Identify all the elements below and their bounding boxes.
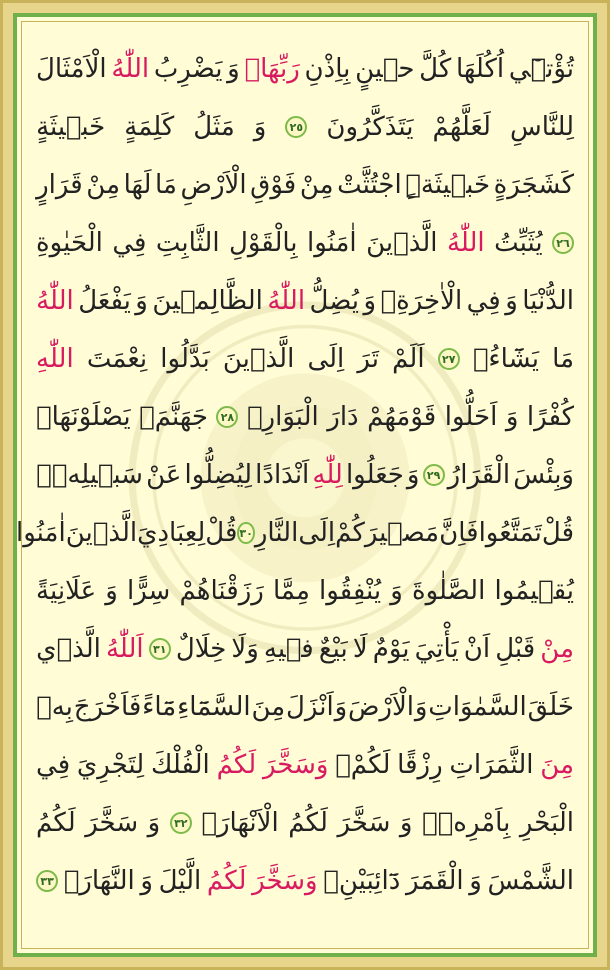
word: كَشَجَرَةٍ: [493, 170, 574, 200]
word: تُؤْتٖٓي: [508, 54, 574, 84]
word: فَاِنَّ: [439, 518, 479, 548]
word: بِاَمْرِهٖۚ: [422, 808, 511, 838]
word: لَا: [352, 634, 368, 664]
word: لَكُمْۚ: [335, 750, 391, 780]
word: فِي: [36, 750, 71, 780]
word: وَ: [406, 460, 420, 490]
word: الْبَحْرِ: [519, 808, 574, 838]
word: قُلْ: [205, 518, 238, 548]
divine-name-word: اللّٰهِ: [36, 344, 74, 374]
word: الْاَرْضِ: [180, 170, 247, 200]
word: مِنْ: [86, 170, 120, 200]
text-line: [36, 98, 574, 156]
text-line: [36, 330, 574, 388]
text-line: [36, 446, 574, 504]
word: خَبٖيثَةٍ: [36, 112, 106, 142]
word: الصَّلٰوةَ: [411, 576, 486, 606]
word: اَنْدَادًا: [255, 460, 310, 490]
text-line: [36, 736, 574, 794]
word: سَخَّرَ: [85, 808, 139, 838]
word: يَوْمٌ: [372, 634, 410, 664]
word: لَكُمُ: [216, 750, 257, 780]
word: الْاَرْضَ: [347, 692, 415, 722]
word: خَبٖيثَةٍۨ: [405, 170, 491, 200]
word: وَ: [253, 112, 267, 142]
word: لَكُمُ: [36, 808, 76, 838]
text-line: [36, 852, 574, 910]
word: قَبْلِ: [495, 634, 536, 664]
word: وَبِئْسَ: [513, 460, 574, 490]
word: وَ: [390, 576, 403, 606]
word: وَ: [105, 576, 118, 606]
word: اَنْ: [463, 634, 491, 664]
word: الدُّنْيَا: [522, 286, 574, 316]
word: فَاَخْرَجَ: [73, 692, 142, 722]
word: وَ: [399, 808, 413, 838]
word: لِعِبَادِيَ: [137, 518, 206, 548]
word: يُقٖيمُوا: [494, 576, 574, 606]
word: سِرًّا: [126, 576, 171, 606]
text-line: [36, 272, 574, 330]
word: السَّمٰوَاتِ: [428, 692, 527, 722]
word: وَ: [147, 808, 161, 838]
word: الْاَنْهَارَۚ: [201, 808, 279, 838]
text-line: [36, 40, 574, 98]
word: مِمَّا: [272, 576, 310, 606]
text-line: [36, 678, 574, 736]
text-line: [16, 504, 574, 562]
word: مِنَ: [251, 692, 286, 722]
word: اَنْزَلَ: [286, 692, 334, 722]
word: اٰمَنُوا: [16, 518, 66, 548]
divine-name-word: اللّٰهُ: [267, 286, 306, 316]
ayah-number-marker: ٢٨: [216, 406, 238, 428]
word: لِلنَّاسِ: [509, 112, 574, 142]
word: الَّذٖينَ: [222, 344, 295, 374]
word: مَثَلُ: [193, 112, 235, 142]
word: رِزْقًا: [397, 750, 443, 780]
word: يُضِلُّ: [309, 286, 359, 316]
word: وَ: [135, 286, 148, 316]
word: وَ: [334, 692, 348, 722]
word: الشَّمْسَ: [487, 866, 574, 896]
word: عَنْ: [146, 460, 182, 490]
word: كُفْرًا: [526, 402, 574, 432]
word: قَرَارٍ: [36, 170, 83, 200]
word: وَ: [414, 692, 428, 722]
word: الْحَيٰوةِ: [36, 228, 103, 258]
ayah-number-marker: ٢٧: [438, 348, 460, 370]
word: اِلَى: [307, 344, 345, 374]
quran-text: [16, 40, 574, 936]
word: فٖيهِ: [263, 634, 314, 664]
word: قُلْ: [541, 518, 574, 548]
divine-name-word: لِلّٰهِ: [312, 460, 343, 490]
word: يُنْفِقُوا: [319, 576, 382, 606]
word: الْاٰخِرَةِۚ: [380, 286, 463, 316]
word: مِنَ: [540, 750, 574, 780]
word: سَخَّرَ: [337, 808, 391, 838]
word: الْقَمَرَ: [405, 866, 464, 896]
word: اِلَى: [298, 518, 336, 548]
word: الَّيْلَ: [158, 866, 202, 896]
word: وَسَخَّرَ: [252, 866, 318, 896]
word: اُكُلَهَا: [455, 54, 505, 84]
ayah-number-marker: ٣١: [149, 638, 171, 660]
divine-name-word: اللّٰهُ: [446, 228, 485, 258]
word: لَكُمُ: [288, 808, 328, 838]
word: بِاِذْنِ: [304, 54, 351, 84]
word: عَلَانِيَةً: [36, 576, 97, 606]
word: الظَّالِمٖينَ: [152, 286, 263, 316]
word: الَّذٖينَ: [366, 228, 438, 258]
word: اجْتُثَّتْ: [337, 170, 402, 200]
word: يَشَٓاءُ۟: [472, 344, 540, 374]
word: الَّذٖينَ: [65, 518, 138, 548]
word: مِنْ: [540, 634, 574, 664]
ayah-number-marker: ٣٣: [36, 870, 58, 892]
word: السَّمَٓاءِ: [177, 692, 251, 722]
word: بِالْقَوْلِ: [228, 228, 298, 258]
word: نِعْمَتَ: [86, 344, 148, 374]
word: النَّهَارَۚ: [63, 866, 135, 896]
ayah-number-marker: ٢٥: [285, 116, 307, 138]
text-line: [36, 794, 574, 852]
word: وَلَا: [231, 634, 259, 664]
word: الَّذٖي: [36, 634, 101, 664]
word: وَ: [505, 286, 518, 316]
word: لَهَا: [123, 170, 152, 200]
word: النَّارِ: [254, 518, 299, 548]
ayah-number-marker: ٢٦: [552, 232, 574, 254]
word: وَ: [140, 866, 153, 896]
page-body: [16, 21, 589, 949]
text-line: [36, 156, 574, 214]
word: لِيُضِلُّوا: [184, 460, 253, 490]
word: يَصْلَوْنَهَاۜ: [36, 402, 131, 432]
word: فَوْقِ: [250, 170, 297, 200]
word: مِنْ: [299, 170, 334, 200]
word: تَمَتَّعُوا: [478, 518, 542, 548]
word: اٰمَنُوا: [306, 228, 357, 258]
word: مَا: [155, 170, 177, 200]
ayah-number-marker: ٢٩: [423, 464, 445, 486]
word: وَ: [227, 54, 240, 84]
divine-name-word: اللّٰهُ: [36, 286, 74, 316]
word: مَٓاءً: [142, 692, 177, 722]
word: خَلَقَ: [527, 692, 574, 722]
word: الثَّمَرَاتِ: [449, 750, 534, 780]
word: مَا: [552, 344, 574, 374]
word: الْبَوَارِۙ: [246, 402, 319, 432]
word: قَوْمَهُمْ: [367, 402, 437, 432]
page-border: [13, 13, 597, 957]
divine-name-word: اللّٰهُ: [111, 54, 150, 84]
word: يُثَبِّتُ: [494, 228, 543, 258]
word: اَحَلُّوا: [444, 402, 498, 432]
text-line: [36, 620, 574, 678]
word: الثَّابِتِ: [155, 228, 220, 258]
word: كَلِمَةٍ: [124, 112, 175, 142]
word: جَهَنَّمَۚ: [139, 402, 208, 432]
word: لَعَلَّهُمْ: [432, 112, 491, 142]
text-line: [36, 388, 574, 446]
word: لَكُمُ: [206, 866, 247, 896]
word: تَرَ: [357, 344, 379, 374]
divine-name-word: اَللّٰهُ: [105, 634, 144, 664]
word: رَبِّهَاۜ: [244, 54, 300, 84]
word: وَ: [469, 866, 482, 896]
word: وَ: [505, 402, 519, 432]
word: حٖينٍ: [355, 54, 415, 84]
word: رَزَقْنَاهُمْ: [179, 576, 264, 606]
word: الْقَرَارُ: [447, 460, 511, 490]
word: الْاَمْثَالَ: [36, 54, 107, 84]
word: فِي: [112, 228, 147, 258]
word: يَضْرِبُ: [153, 54, 223, 84]
word: وَسَخَّرَ: [262, 750, 329, 780]
word: يَأْتِيَ: [414, 634, 459, 664]
word: دَارَ: [327, 402, 359, 432]
word: اَلَمْ: [392, 344, 425, 374]
ayah-number-marker: ٣٠: [237, 522, 254, 544]
word: يَتَذَكَّرُونَ: [326, 112, 414, 142]
word: وَ: [363, 286, 377, 316]
word: سَبٖيلِهٖۜ: [36, 460, 143, 490]
word: بِهٖ: [36, 692, 73, 722]
text-line: [36, 562, 574, 620]
word: بَدَّلُوا: [160, 344, 210, 374]
word: الْفُلْكَ: [150, 750, 210, 780]
word: لِتَجْرِيَ: [76, 750, 145, 780]
word: جَعَلُوا: [345, 460, 404, 490]
word: مَصٖيرَكُمْ: [335, 518, 440, 548]
ayah-number-marker: ٣٢: [170, 812, 192, 834]
text-line: [36, 214, 574, 272]
word: يَفْعَلُ: [78, 286, 131, 316]
word: كُلَّ: [419, 54, 452, 84]
word: بَيْعٌ: [318, 634, 348, 664]
word: خِلَالٌ: [175, 634, 227, 664]
word: دَٓائِبَيْنِۚ: [323, 866, 401, 896]
word: فِي: [466, 286, 501, 316]
